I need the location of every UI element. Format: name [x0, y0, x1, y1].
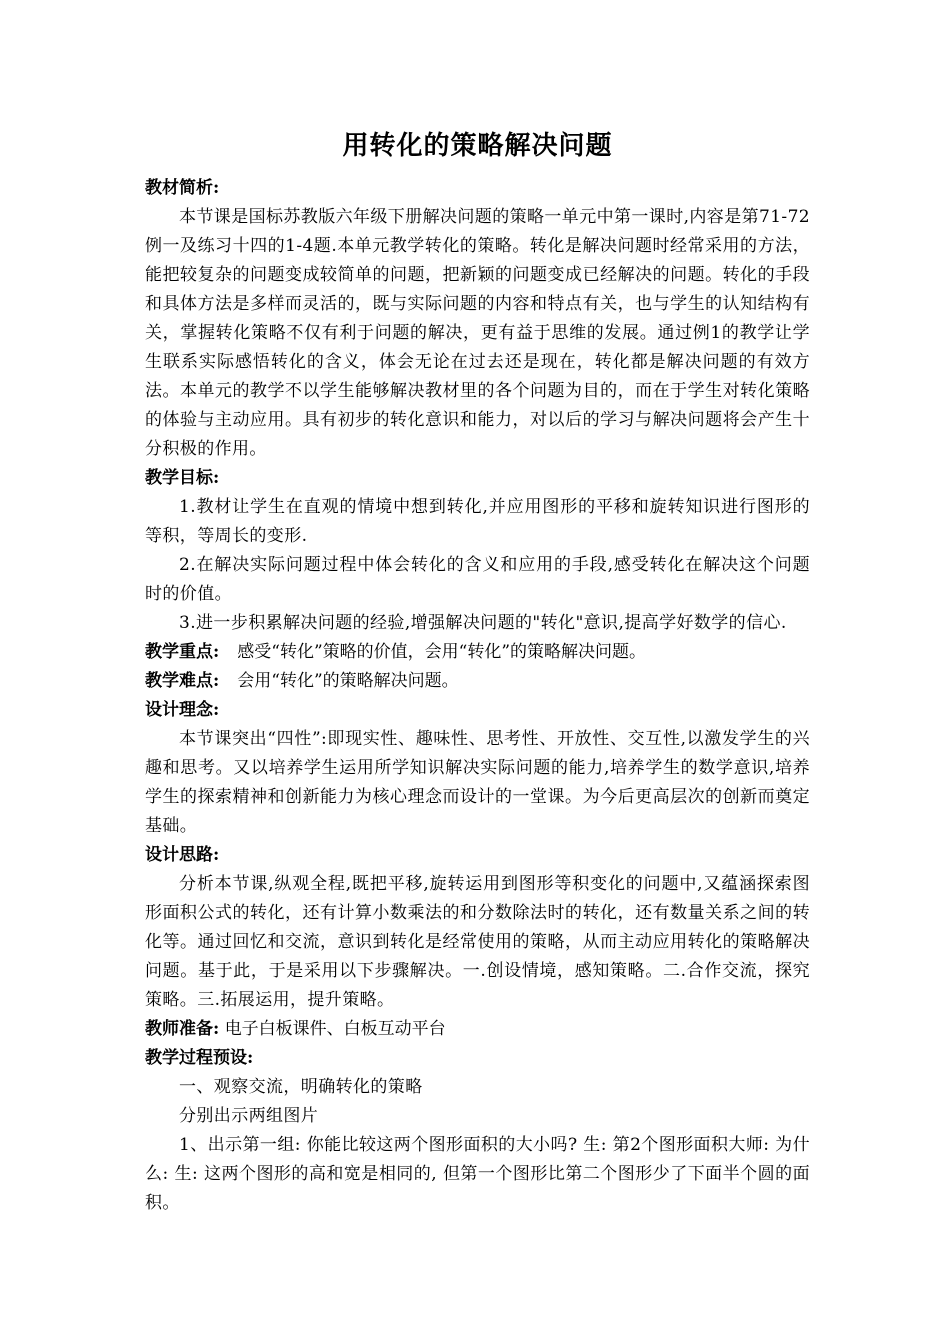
key-point-label: 教学重点: [145, 642, 220, 662]
goal-item-1: 1.教材让学生在直观的情境中想到转化,并应用图形的平移和旋转知识进行图形的等积，等周长的变形. [145, 497, 810, 546]
material-paragraph: 本节课是国标苏教版六年级下册解决问题的策略一单元中第一课时,内容是第71-72例一及练习十四的1-4题.本单元教学转化的策略。转化是解决问题时经常采用的方法，能把较复杂的问题变成较简单的问题，把新颖的问题变成已经解决的问题。转化的手段和具体方法是多样而灵活的，既与实际问题的内容和特点有关，也与学生的认知结构有关，掌握转化策略不仅有利于问题的解决，更有益于思维的发展。通过例1的教学让学生联系实际感悟转化的含义，体会无论在过去还是现在，转化都是解决问题的有效方法。本单元的教学不以学生能够解决教材里的各个问题为目的，而在于学生对转化策略的体验与主动应用。具有初步的转化意识和能力，对以后的学习与解决问题将会产生十分积极的作用。 [145, 207, 811, 459]
goal-item-2: 2.在解决实际问题过程中体会转化的含义和应用的手段,感受转化在解决这个问题时的价值。 [145, 555, 810, 604]
difficulty-row [145, 667, 810, 696]
process-line-2: 分别出示两组图片 [179, 1106, 319, 1126]
approach-paragraph: 分析本节课,纵观全程,既把平移,旋转运用到图形等积变化的问题中,又蕴涵探索图形面积公式的转化，还有计算小数乘法的和分数除法时的转化，还有数量关系之间的转化等。通过回忆和交流，意识到转化是经常使用的策略，从而主动应用转化的策略解决问题。基于此，于是采用以下步骤解决。一.创设情境，感知策略。二.合作交流，探究策略。三.拓展运用，提升策略。 [145, 874, 810, 1010]
document-title: 用转化的策略解决问题 [342, 131, 613, 161]
document-page [145, 126, 810, 1218]
difficulty-label: 教学难点: [145, 671, 220, 691]
concept-heading: 设计理念: [145, 700, 220, 720]
prep-label: 教师准备: [145, 1019, 220, 1039]
process-line-3: 1、出示第一组: 你能比较这两个图形面积的大小吗? 生: 第2个图形面积大师: 为什么: 生: 这两个图形的高和宽是相同的, 但第一个图形比第二个图形少了下面半个圆的面积。 [145, 1135, 810, 1213]
approach-heading: 设计思路: [145, 845, 220, 865]
key-point-text: 感受“转化”策略的价值，会用“转化”的策略解决问题。 [237, 642, 647, 662]
process-line-1: 一、观察交流，明确转化的策略 [179, 1077, 423, 1097]
process-heading: 教学过程预设: [145, 1048, 254, 1068]
goals-heading: 教学目标: [145, 468, 220, 488]
goal-item-3: 3.进一步积累解决问题的经验,增强解决问题的"转化"意识,提高学好数学的信心. [179, 613, 787, 633]
prep-row [145, 1015, 810, 1044]
key-point-row [145, 638, 810, 667]
prep-text: 电子白板课件、白板互动平台 [224, 1019, 446, 1039]
difficulty-text: 会用“转化”的策略解决问题。 [237, 671, 459, 691]
material-heading: 教材简析: [145, 178, 220, 198]
concept-paragraph: 本节课突出“四性”:即现实性、趣味性、思考性、开放性、交互性,以激发学生的兴趣和思考。又以培养学生运用所学知识解决实际问题的能力,培养学生的数学意识,培养学生的探索精神和创新能力为核心理念而设计的一堂课。为今后更高层次的创新而奠定基础。 [145, 729, 810, 836]
